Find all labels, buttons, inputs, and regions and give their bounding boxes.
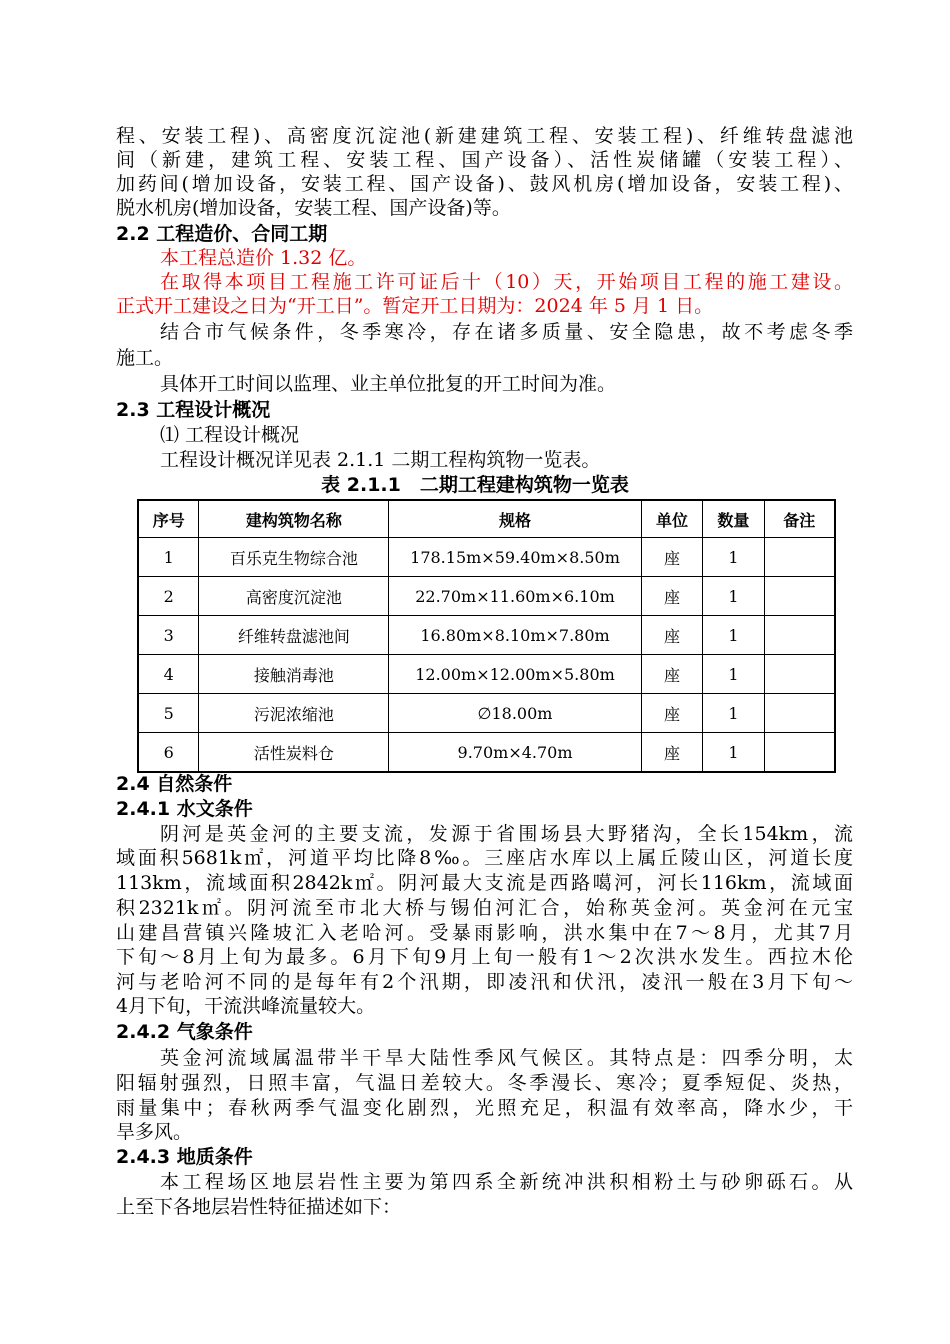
- body-line: 工程设计概况详见表 2.1.1 二期工程构筑物一览表。: [160, 449, 601, 471]
- table-cell: 1: [703, 538, 764, 577]
- section-heading: 2.2 工程造价、合同工期: [116, 223, 328, 245]
- table-cell: 1: [703, 733, 764, 773]
- body-line: 雨量集中；春秋两季气温变化剧烈，光照充足，积温有效率高，降水少，干: [116, 1097, 853, 1119]
- body-line: 本工程场区地层岩性主要为第四系全新统冲洪积相粉土与砂卵砾石。从: [160, 1171, 853, 1193]
- table-header-row: [138, 500, 835, 538]
- table-cell: [764, 538, 835, 577]
- table-cell: 178.15m×59.40m×8.50m: [389, 538, 641, 577]
- body-line: 旱多风。: [116, 1121, 193, 1143]
- body-line: 河与老哈河不同的是每年有2个汛期，即凌汛和伏汛，凌汛一般在3月下旬～: [116, 971, 853, 993]
- table-cell: 4: [138, 655, 199, 694]
- table-cell: 2: [138, 577, 199, 616]
- table-cell: 接触消毒池: [199, 655, 389, 694]
- body-line: 加药间(增加设备，安装工程、国产设备)、鼓风机房(增加设备，安装工程)、: [116, 173, 853, 195]
- sub-heading: 2.4.1 水文条件: [116, 798, 253, 820]
- table-cell: 1: [703, 694, 764, 733]
- body-line: 下旬～8月上旬为最多。6月下旬9月上旬一般有1～2次洪水发生。西拉木伦: [116, 946, 853, 968]
- table-cell: 1: [703, 616, 764, 655]
- table-cell: 座: [641, 538, 702, 577]
- start-date-line: 在取得本项目工程施工许可证后十（10）天，开始项目工程的施工建设。: [160, 271, 853, 293]
- table-cell: [764, 655, 835, 694]
- table-cell: [764, 616, 835, 655]
- table-cell: [764, 694, 835, 733]
- body-line: 阳辐射强烈，日照丰富，气温日差较大。冬季漫长、寒冷；夏季短促、炎热，: [116, 1072, 853, 1094]
- table-caption: 表 2.1.1 二期工程建构筑物一览表: [321, 474, 629, 496]
- table-cell: 座: [641, 577, 702, 616]
- sub-heading: ⑴ 工程设计概况: [160, 424, 300, 446]
- table-cell: 座: [641, 733, 702, 773]
- body-line: 阴河是英金河的主要支流，发源于省围场县大野猪沟，全长154km，流: [160, 823, 853, 845]
- table-cell: 3: [138, 616, 199, 655]
- table-cell: 座: [641, 616, 702, 655]
- column-header: 建构筑物名称: [199, 500, 389, 538]
- column-header: 单位: [641, 500, 702, 538]
- table-cell: 22.70m×11.60m×6.10m: [389, 577, 641, 616]
- body-line: 113km，流域面积2842k㎡。阴河最大支流是西路噶河，河长116km，流域面: [116, 872, 853, 894]
- table-cell: 纤维转盘滤池间: [199, 616, 389, 655]
- structures-table: [137, 499, 836, 773]
- body-line: 程、安装工程)、高密度沉淀池(新建建筑工程、安装工程)、纤维转盘滤池: [116, 125, 853, 147]
- column-header: 规格: [389, 500, 641, 538]
- body-line: 域面积5681k㎡，河道平均比降8‰。三座店水库以上属丘陵山区，河道长度: [116, 847, 853, 869]
- body-line: 4月下旬，干流洪峰流量较大。: [116, 995, 376, 1017]
- table-cell: 活性炭料仓: [199, 733, 389, 773]
- table-row: [138, 616, 835, 655]
- column-header: 数量: [703, 500, 764, 538]
- table-cell: 污泥浓缩池: [199, 694, 389, 733]
- start-date-line: 正式开工建设之日为“开工日”。暂定开工日期为：2024 年 5 月 1 日。: [116, 295, 714, 317]
- body-line: 脱水机房(增加设备，安装工程、国产设备)等。: [116, 197, 511, 219]
- section-heading: 2.3 工程设计概况: [116, 399, 271, 421]
- table-cell: 百乐克生物综合池: [199, 538, 389, 577]
- body-line: 英金河流域属温带半干旱大陆性季风气候区。其特点是：四季分明，太: [160, 1047, 853, 1069]
- table-cell: ∅18.00m: [389, 694, 641, 733]
- table-cell: 5: [138, 694, 199, 733]
- table-row: [138, 655, 835, 694]
- table-row: [138, 538, 835, 577]
- body-line: 结合市气候条件，冬季寒冷，存在诸多质量、安全隐患，故不考虑冬季: [160, 321, 853, 343]
- table-cell: 高密度沉淀池: [199, 577, 389, 616]
- table-cell: 座: [641, 694, 702, 733]
- body-line: 具体开工时间以监理、业主单位批复的开工时间为准。: [160, 373, 617, 395]
- section-heading: 2.4 自然条件: [116, 773, 233, 795]
- sub-heading: 2.4.2 气象条件: [116, 1021, 253, 1043]
- table-cell: 座: [641, 655, 702, 694]
- table-cell: 1: [703, 577, 764, 616]
- cost-line: 本工程总造价 1.32 亿。: [160, 247, 367, 269]
- table-cell: 12.00m×12.00m×5.80m: [389, 655, 641, 694]
- body-line: 上至下各地层岩性特征描述如下：: [116, 1196, 402, 1218]
- table-cell: [764, 733, 835, 773]
- column-header: 备注: [764, 500, 835, 538]
- body-line: 山建昌营镇兴隆坡汇入老哈河。受暴雨影响，洪水集中在7～8月，尤其7月: [116, 922, 853, 944]
- column-header: 序号: [138, 500, 199, 538]
- table-cell: 16.80m×8.10m×7.80m: [389, 616, 641, 655]
- sub-heading: 2.4.3 地质条件: [116, 1146, 253, 1168]
- body-line: 施工。: [116, 347, 174, 369]
- table-row: [138, 694, 835, 733]
- table-cell: [764, 577, 835, 616]
- body-line: 积2321k㎡。阴河流至市北大桥与锡伯河汇合，始称英金河。英金河在元宝: [116, 897, 853, 919]
- table-row: [138, 577, 835, 616]
- table-cell: 6: [138, 733, 199, 773]
- table-cell: 9.70m×4.70m: [389, 733, 641, 773]
- table-row: [138, 733, 835, 773]
- body-line: 间（新建，建筑工程、安装工程、国产设备）、活性炭储罐（安装工程）、: [116, 149, 853, 171]
- table-cell: 1: [703, 655, 764, 694]
- table-cell: 1: [138, 538, 199, 577]
